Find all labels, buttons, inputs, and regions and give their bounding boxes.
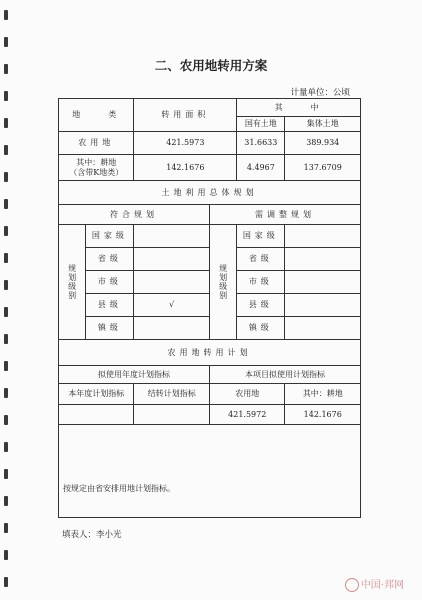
row-cultivated-collective: 137.6709	[285, 155, 361, 181]
conform-plan-header: 符合规划	[59, 205, 210, 225]
farmland-use-value: 421.5972	[209, 405, 284, 425]
adjust-level-county: 县级	[237, 294, 285, 317]
adjust-value-town	[285, 317, 361, 340]
conform-value-national	[134, 225, 210, 248]
header-collective-land: 集体土地	[285, 117, 361, 132]
adjust-value-provincial	[285, 248, 361, 271]
adjust-level-provincial: 省级	[237, 248, 285, 271]
planned-annual-header: 拟使用年度计划指标	[59, 366, 210, 384]
conversion-section-title: 农用地转用计划	[59, 340, 361, 366]
row-cultivated-label-line1: 其中：耕地	[76, 158, 117, 168]
measurement-unit: 计量单位：公顷	[290, 88, 350, 98]
conform-level-provincial: 省级	[86, 248, 134, 271]
conform-value-city	[134, 271, 210, 294]
adjust-value-city	[285, 271, 361, 294]
row-farmland-area: 421.5973	[134, 132, 237, 155]
adjust-level-national: 国家级	[237, 225, 285, 248]
project-planned-header: 本项目拟使用计划指标	[209, 366, 360, 384]
adjust-level-town: 镇级	[237, 317, 285, 340]
adjust-value-national	[285, 225, 361, 248]
adjust-level-city: 市级	[237, 271, 285, 294]
emblem-icon	[345, 578, 359, 592]
row-farmland-state: 31.6633	[237, 132, 285, 155]
this-year-header: 本年度计划指标	[59, 384, 134, 405]
row-cultivated-label	[59, 155, 134, 181]
adjust-plan-header: 需调整规划	[209, 205, 360, 225]
row-cultivated-label-line2: （含带K地类）	[69, 167, 124, 177]
binder-holes	[0, 0, 14, 600]
row-cultivated-area: 142.1676	[134, 155, 237, 181]
header-state-land: 国有土地	[237, 117, 285, 132]
cultivated-use-value: 142.1676	[285, 405, 361, 425]
carry-over-header: 结转计划指标	[134, 384, 210, 405]
conform-level-county: 县级	[86, 294, 134, 317]
row-farmland-label: 农用地	[59, 132, 134, 155]
row-farmland-collective: 389.934	[285, 132, 361, 155]
row-cultivated-state: 4.4967	[237, 155, 285, 181]
conform-vertical-label: 规 划 级 别	[59, 225, 86, 340]
adjust-vertical-label: 规 划 级 别	[209, 225, 236, 340]
conversion-plan-table	[58, 98, 361, 518]
conform-level-city: 市级	[86, 271, 134, 294]
conform-level-town: 镇级	[86, 317, 134, 340]
conform-value-town	[134, 317, 210, 340]
conform-value-provincial	[134, 248, 210, 271]
of-which-cultivated-header: 其中：耕地	[285, 384, 361, 405]
header-land-category: 地 类	[59, 99, 134, 132]
header-of-which: 其 中	[237, 99, 361, 117]
adjust-value-county	[285, 294, 361, 317]
header-converted-area: 转用面积	[134, 99, 237, 132]
carry-over-value	[134, 405, 210, 425]
conform-level-national: 国家级	[86, 225, 134, 248]
planning-section-title: 土地利用总体规划	[59, 181, 361, 205]
form-filler: 填表人：李小光	[62, 530, 122, 540]
page-title: 二、农用地转用方案	[154, 58, 268, 73]
arrangement-note: 按规定由省安排用地计划指标。	[59, 425, 361, 518]
this-year-value	[59, 405, 134, 425]
site-watermark: 中国·邦网	[345, 576, 404, 592]
farmland-use-header: 农用地	[209, 384, 284, 405]
conform-value-county-check: √	[134, 294, 210, 317]
